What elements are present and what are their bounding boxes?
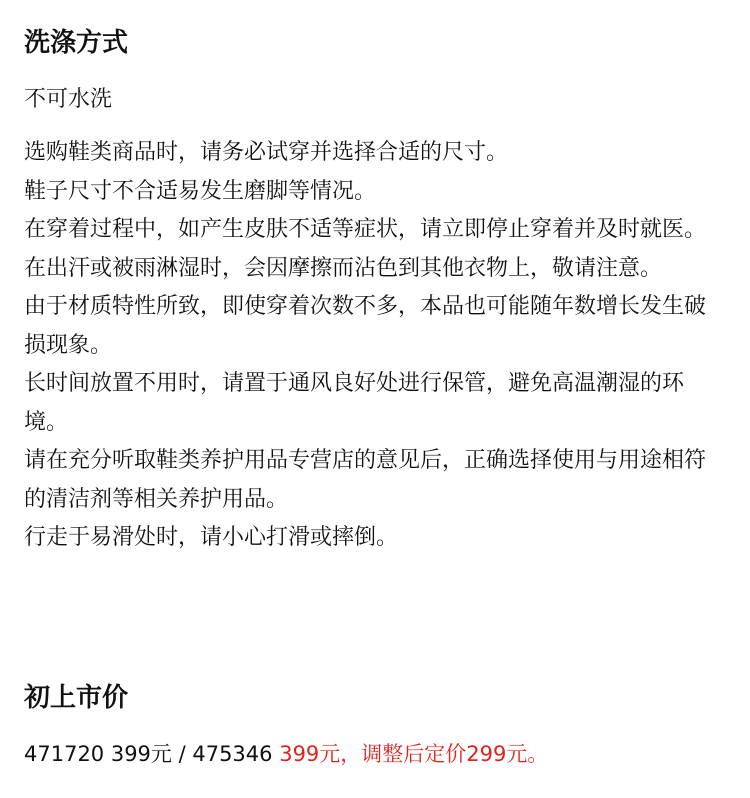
price-line xyxy=(24,738,548,770)
original-price-text: 471720 399元 / 475346 xyxy=(24,742,280,766)
wash-method-title: 洗涤方式 xyxy=(24,28,129,58)
care-note: 请在充分听取鞋类养护用品专营店的意见后，正确选择使用与用途相符的清洁剂等相关养护用品。 xyxy=(24,448,707,512)
adjusted-price-text: 399元，调整后定价299元。 xyxy=(279,742,549,766)
care-note: 行走于易滑处时，请小心打滑或摔倒。 xyxy=(24,525,399,550)
care-note: 由于材质特性所致，即使穿着次数不多，本品也可能随年数增长发生破损现象。 xyxy=(24,294,707,358)
care-note: 长时间放置不用时，请置于通风良好处进行保管，避免高温潮湿的环境。 xyxy=(24,371,685,435)
care-note: 在穿着过程中，如产生皮肤不适等症状，请立即停止穿着并及时就医。 xyxy=(24,217,707,242)
care-note: 在出汗或被雨淋湿时，会因摩擦而沾色到其他衣物上，敬请注意。 xyxy=(24,255,663,281)
care-notes-list xyxy=(24,134,726,558)
wash-method-value: 不可水洗 xyxy=(24,87,113,112)
care-note: 鞋子尺寸不合适易发生磨脚等情况。 xyxy=(24,178,377,204)
care-note: 选购鞋类商品时，请务必试穿并选择合适的尺寸。 xyxy=(24,140,509,165)
launch-price-title: 初上市价 xyxy=(24,683,129,713)
